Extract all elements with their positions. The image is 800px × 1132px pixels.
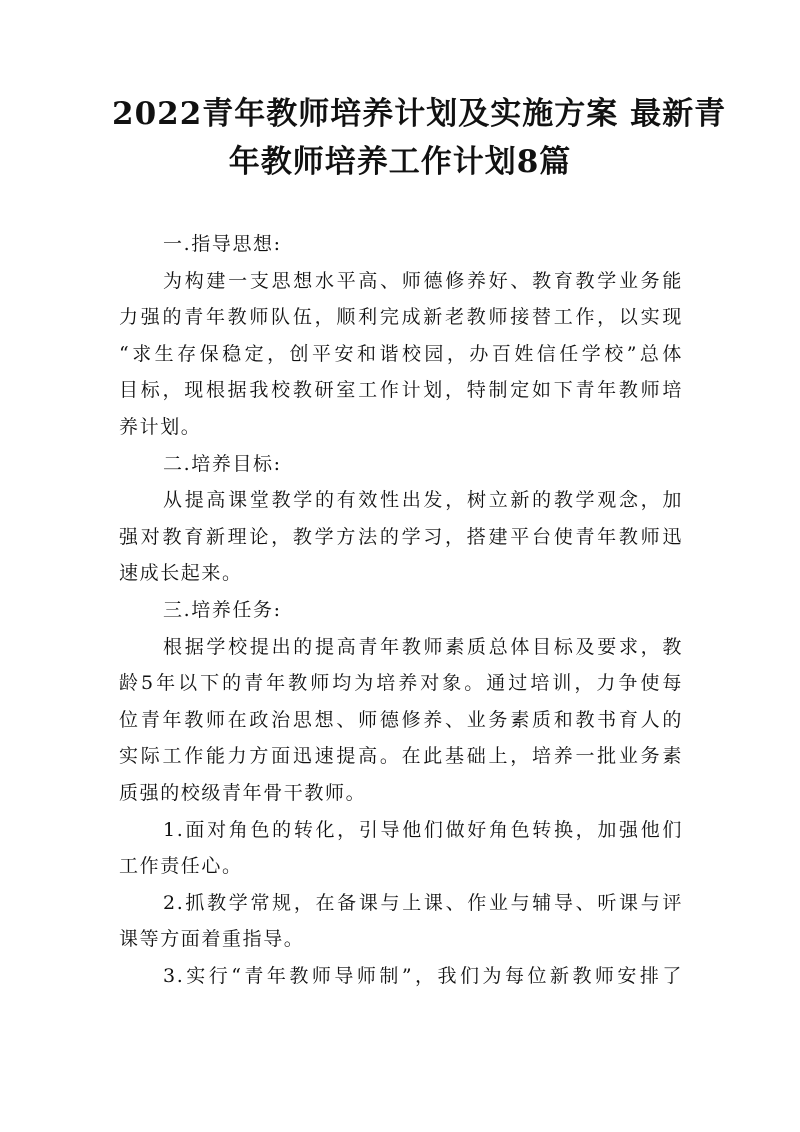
body-line: 目标，现根据我校教研室工作计划，特制定如下青年教师培 [119,379,683,402]
body-line: 三.培养任务: [163,598,282,621]
body-line: 龄5年以下的青年教师均为培养对象。通过培训，力争使每 [119,672,683,695]
body-line: 3.实行“青年教师导师制”，我们为每位新教师安排了 [163,964,683,987]
body-line: 1.面对角色的转化，引导他们做好角色转换，加强他们 [163,818,683,841]
title-line: 2022青年教师培养计划及实施方案 最新青 [112,96,727,132]
body-line: 养计划。 [119,415,202,438]
body-line: 工作责任心。 [119,855,243,878]
body-line: 根据学校提出的提高青年教师素质总体目标及要求，教 [163,635,683,658]
document-body [119,226,683,994]
body-line: 位青年教师在政治思想、师德修养、业务素质和教书育人的 [119,708,683,731]
body-line: 一.指导思想: [163,233,282,255]
body-line: 实际工作能力方面迅速提高。在此基础上，培养一批业务素 [119,745,683,768]
body-line: 2.抓教学常规，在备课与上课、作业与辅导、听课与评 [163,891,683,914]
title-line: 年教师培养工作计划8篇 [228,144,572,180]
body-line: “求生存保稳定，创平安和谐校园，办百姓信任学校”总体 [119,342,683,365]
body-line: 从提高课堂教学的有效性出发，树立新的教学观念，加 [163,489,683,512]
body-line: 质强的校级青年骨干教师。 [119,781,367,804]
body-line: 强对教育新理论，教学方法的学习，搭建平台使青年教师迅 [119,525,683,548]
document-title [112,90,727,186]
body-line: 二.培养目标: [163,452,282,475]
body-line: 力强的青年教师队伍，顺利完成新老教师接替工作，以实现 [119,306,683,329]
body-line: 为构建一支思想水平高、师德修养好、教育教学业务能 [163,269,683,292]
body-line: 速成长起来。 [119,562,243,585]
body-line: 课等方面着重指导。 [119,928,305,951]
